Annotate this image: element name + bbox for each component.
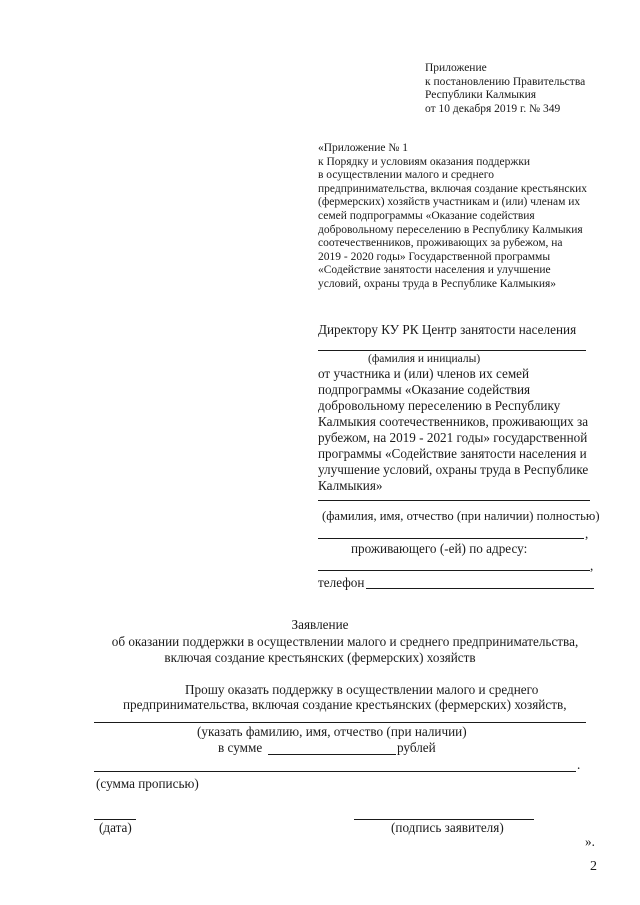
period-mark: .	[577, 757, 581, 772]
header-note-line: Республики Калмыкия	[425, 89, 537, 102]
header-note-line: к постановлению Правительства	[425, 75, 586, 88]
full-name-line[interactable]	[318, 500, 590, 501]
full-name-hint: (фамилия, имя, отчество (при наличии) полностью)	[322, 509, 600, 523]
statement-subtitle: об оказании поддержки в осуществлении малого и среднего предпринимательства,	[111, 634, 579, 649]
fio-line[interactable]	[94, 722, 586, 723]
statement-body: Прошу оказать поддержку в осуществлении малого и среднего	[185, 682, 539, 697]
director-line: Директору КУ РК Центр занятости населения	[318, 322, 577, 337]
from-line: подпрограммы «Оказание содействия	[318, 382, 531, 397]
from-line: улучшение условий, охраны труда в Республике	[318, 462, 589, 477]
appendix-line: 2019 - 2020 годы» Государственной программы	[318, 250, 551, 263]
appendix-line: условий, охраны труда в Республике Калмыкия»	[318, 277, 557, 290]
comma-mark: ,	[585, 526, 589, 541]
signature-hint: (подпись заявителя)	[391, 820, 504, 835]
from-line: Калмыкия соотечественников, проживающих за	[318, 414, 589, 429]
appendix-line: «Содействие занятости населения и улучшение	[318, 264, 551, 277]
fio-hint: (указать фамилию, имя, отчество (при наличии)	[197, 724, 467, 739]
comma-mark: ,	[590, 558, 594, 573]
from-line: программы «Содействие занятости населения и	[318, 446, 587, 461]
from-line: рубежом, на 2019 - 2021 годы» государственной	[318, 430, 588, 445]
from-line: Калмыкия»	[318, 478, 383, 493]
fio-initials-hint: (фамилия и инициалы)	[368, 353, 481, 365]
appendix-line: в осуществлении малого и среднего	[318, 169, 494, 182]
statement-title: Заявление	[291, 617, 349, 632]
appendix-line: «Приложение № 1	[318, 142, 408, 154]
date-hint: (дата)	[99, 820, 132, 835]
phone-label: телефон	[318, 575, 365, 590]
address-line[interactable]	[318, 570, 590, 571]
applicant-from-block	[318, 366, 588, 494]
closing-quote: ».	[585, 834, 595, 849]
residing-label: проживающего (-ей) по адресу:	[351, 541, 528, 556]
header-note-line: Приложение	[425, 62, 487, 74]
statement-subtitle: включая создание крестьянских (фермерских) хозяйств	[164, 650, 476, 665]
sum-words-hint: (сумма прописью)	[96, 776, 199, 791]
appendix-line: (фермерских) хозяйств участникам и (или) членам их	[318, 196, 581, 209]
sum-suffix: рублей	[397, 740, 436, 755]
header-note	[425, 62, 585, 116]
from-line: от участника и (или) членов их семей	[318, 366, 530, 381]
page-number: 2	[590, 859, 597, 874]
appendix-line: соотечественников, проживающих за рубежом, на	[318, 237, 563, 250]
statement-body: предпринимательства, включая создание крестьянских (фермерских) хозяйств,	[123, 697, 567, 712]
sum-prefix: в сумме	[218, 740, 263, 755]
from-line: добровольному переселению в Республику	[318, 398, 561, 413]
appendix-line: к Порядку и условиям оказания поддержки	[318, 155, 531, 168]
fio-initials-line[interactable]	[318, 350, 586, 351]
full-name-line-2[interactable]	[318, 538, 584, 539]
appendix-line: добровольному переселению в Республику Калмыкия	[318, 223, 583, 236]
appendix-line: семей подпрограммы «Оказание содействия	[318, 209, 535, 222]
phone-line[interactable]	[366, 588, 594, 589]
sum-line[interactable]	[268, 754, 396, 755]
appendix-block	[318, 142, 587, 292]
header-note-line: от 10 декабря 2019 г. № 349	[425, 102, 561, 115]
sum-words-line[interactable]	[94, 771, 576, 772]
appendix-line: предпринимательства, включая создание крестьянских	[318, 182, 587, 195]
